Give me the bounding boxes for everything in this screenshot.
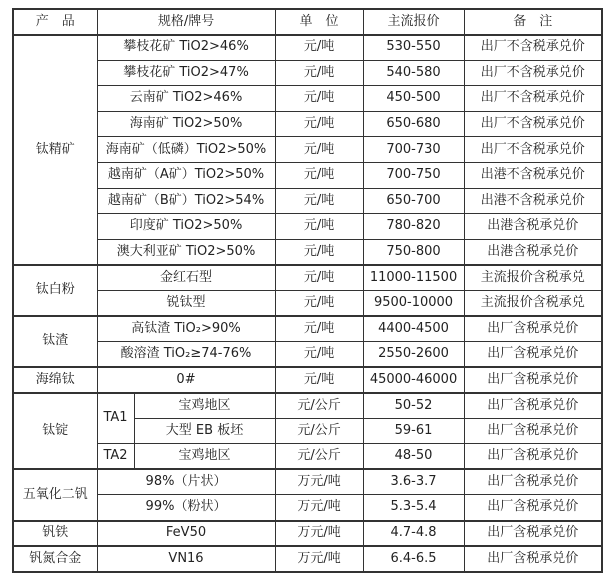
spec-cell: 云南矿 TiO2>46% xyxy=(97,86,275,112)
price-cell: 530-550 xyxy=(363,35,464,61)
unit-cell: 元/吨 xyxy=(275,265,363,291)
product-cell: 钒铁 xyxy=(13,521,97,547)
price-cell: 4.7-4.8 xyxy=(363,521,464,547)
unit-cell: 元/吨 xyxy=(275,239,363,265)
unit-cell: 元/吨 xyxy=(275,35,363,61)
table-row xyxy=(13,469,602,495)
spec-cell: 攀枝花矿 TiO2>46% xyxy=(97,35,275,61)
price-cell: 11000-11500 xyxy=(363,265,464,291)
grade-cell: TA1 xyxy=(97,393,134,444)
note-cell: 出厂含税承兑价 xyxy=(464,546,602,572)
table-row xyxy=(13,35,602,61)
product-cell: 五氧化二钒 xyxy=(13,469,97,520)
header-row xyxy=(13,9,602,35)
table-row xyxy=(13,290,602,316)
table-row xyxy=(13,137,602,163)
unit-cell: 万元/吨 xyxy=(275,521,363,547)
spec-cell: 印度矿 TiO2>50% xyxy=(97,214,275,240)
price-cell: 48-50 xyxy=(363,444,464,470)
spec-cell: 澳大利亚矿 TiO2>50% xyxy=(97,239,275,265)
price-cell: 9500-10000 xyxy=(363,290,464,316)
unit-cell: 元/吨 xyxy=(275,316,363,342)
product-cell: 钒氮合金 xyxy=(13,546,97,572)
unit-cell: 元/公斤 xyxy=(275,444,363,470)
table-row xyxy=(13,495,602,521)
product-cell: 钛白粉 xyxy=(13,265,97,316)
note-cell: 出厂含税承兑价 xyxy=(464,367,602,393)
price-cell: 50-52 xyxy=(363,393,464,419)
unit-cell: 万元/吨 xyxy=(275,495,363,521)
price-cell: 780-820 xyxy=(363,214,464,240)
spec-cell: 越南矿（A矿）TiO2>50% xyxy=(97,162,275,188)
price-table xyxy=(12,8,603,573)
spec-cell: VN16 xyxy=(97,546,275,572)
unit-cell: 元/吨 xyxy=(275,111,363,137)
table-row xyxy=(13,265,602,291)
price-cell: 450-500 xyxy=(363,86,464,112)
product-cell: 钛精矿 xyxy=(13,35,97,265)
price-cell: 650-700 xyxy=(363,188,464,214)
spec-cell: 越南矿（B矿）TiO2>54% xyxy=(97,188,275,214)
spec-cell: 金红石型 xyxy=(97,265,275,291)
table-row xyxy=(13,111,602,137)
note-cell: 出港含税承兑价 xyxy=(464,214,602,240)
note-cell: 出厂不含税承兑价 xyxy=(464,60,602,86)
table-row xyxy=(13,86,602,112)
spec-cell: 酸溶渣 TiO₂≥74-76% xyxy=(97,342,275,368)
price-cell: 3.6-3.7 xyxy=(363,469,464,495)
spec-cell: 海南矿（低磷）TiO2>50% xyxy=(97,137,275,163)
note-cell: 出港不含税承兑价 xyxy=(464,162,602,188)
price-cell: 2550-2600 xyxy=(363,342,464,368)
table-row xyxy=(13,239,602,265)
note-cell: 出港含税承兑价 xyxy=(464,239,602,265)
spec-cell: 宝鸡地区 xyxy=(134,444,275,470)
header-unit: 单 位 xyxy=(275,9,363,35)
table-row xyxy=(13,162,602,188)
table-row xyxy=(13,214,602,240)
unit-cell: 元/吨 xyxy=(275,86,363,112)
note-cell: 出厂含税承兑价 xyxy=(464,444,602,470)
header-note: 备 注 xyxy=(464,9,602,35)
note-cell: 出港不含税承兑价 xyxy=(464,188,602,214)
header-product: 产 品 xyxy=(13,9,97,35)
spec-cell: 宝鸡地区 xyxy=(134,393,275,419)
table-row xyxy=(13,342,602,368)
table-row xyxy=(13,444,602,470)
spec-cell: 锐钛型 xyxy=(97,290,275,316)
header-price: 主流报价 xyxy=(363,9,464,35)
table-row xyxy=(13,60,602,86)
unit-cell: 元/吨 xyxy=(275,342,363,368)
spec-cell: 0# xyxy=(97,367,275,393)
grade-cell: TA2 xyxy=(97,444,134,470)
note-cell: 出厂含税承兑价 xyxy=(464,418,602,444)
price-cell: 700-750 xyxy=(363,162,464,188)
spec-cell: 98%（片状） xyxy=(97,469,275,495)
unit-cell: 元/吨 xyxy=(275,367,363,393)
product-cell: 钛渣 xyxy=(13,316,97,367)
note-cell: 主流报价含税承兑 xyxy=(464,290,602,316)
unit-cell: 元/吨 xyxy=(275,290,363,316)
unit-cell: 元/公斤 xyxy=(275,393,363,419)
table-row xyxy=(13,367,602,393)
note-cell: 出厂含税承兑价 xyxy=(464,342,602,368)
price-cell: 6.4-6.5 xyxy=(363,546,464,572)
note-cell: 出厂含税承兑价 xyxy=(464,495,602,521)
note-cell: 出厂含税承兑价 xyxy=(464,469,602,495)
price-cell: 650-680 xyxy=(363,111,464,137)
table-row xyxy=(13,188,602,214)
header-spec: 规格/牌号 xyxy=(97,9,275,35)
price-cell: 45000-46000 xyxy=(363,367,464,393)
price-cell: 540-580 xyxy=(363,60,464,86)
table-row xyxy=(13,316,602,342)
note-cell: 出厂含税承兑价 xyxy=(464,316,602,342)
price-cell: 700-730 xyxy=(363,137,464,163)
note-cell: 出厂不含税承兑价 xyxy=(464,111,602,137)
unit-cell: 元/公斤 xyxy=(275,418,363,444)
spec-cell: 99%（粉状） xyxy=(97,495,275,521)
price-cell: 4400-4500 xyxy=(363,316,464,342)
product-cell: 海绵钛 xyxy=(13,367,97,393)
note-cell: 出厂不含税承兑价 xyxy=(464,86,602,112)
note-cell: 出厂含税承兑价 xyxy=(464,393,602,419)
note-cell: 出厂不含税承兑价 xyxy=(464,137,602,163)
spec-cell: 攀枝花矿 TiO2>47% xyxy=(97,60,275,86)
unit-cell: 万元/吨 xyxy=(275,546,363,572)
price-cell: 59-61 xyxy=(363,418,464,444)
table-row xyxy=(13,521,602,547)
price-cell: 5.3-5.4 xyxy=(363,495,464,521)
unit-cell: 元/吨 xyxy=(275,60,363,86)
price-cell: 750-800 xyxy=(363,239,464,265)
unit-cell: 元/吨 xyxy=(275,162,363,188)
note-cell: 出厂不含税承兑价 xyxy=(464,35,602,61)
spec-cell: 海南矿 TiO2>50% xyxy=(97,111,275,137)
note-cell: 出厂含税承兑价 xyxy=(464,521,602,547)
spec-cell: 高钛渣 TiO₂>90% xyxy=(97,316,275,342)
note-cell: 主流报价含税承兑 xyxy=(464,265,602,291)
table-row xyxy=(13,393,602,419)
unit-cell: 万元/吨 xyxy=(275,469,363,495)
unit-cell: 元/吨 xyxy=(275,137,363,163)
table-row xyxy=(13,546,602,572)
unit-cell: 元/吨 xyxy=(275,214,363,240)
spec-cell: 大型 EB 板坯 xyxy=(134,418,275,444)
product-cell: 钛锭 xyxy=(13,393,97,470)
spec-cell: FeV50 xyxy=(97,521,275,547)
unit-cell: 元/吨 xyxy=(275,188,363,214)
